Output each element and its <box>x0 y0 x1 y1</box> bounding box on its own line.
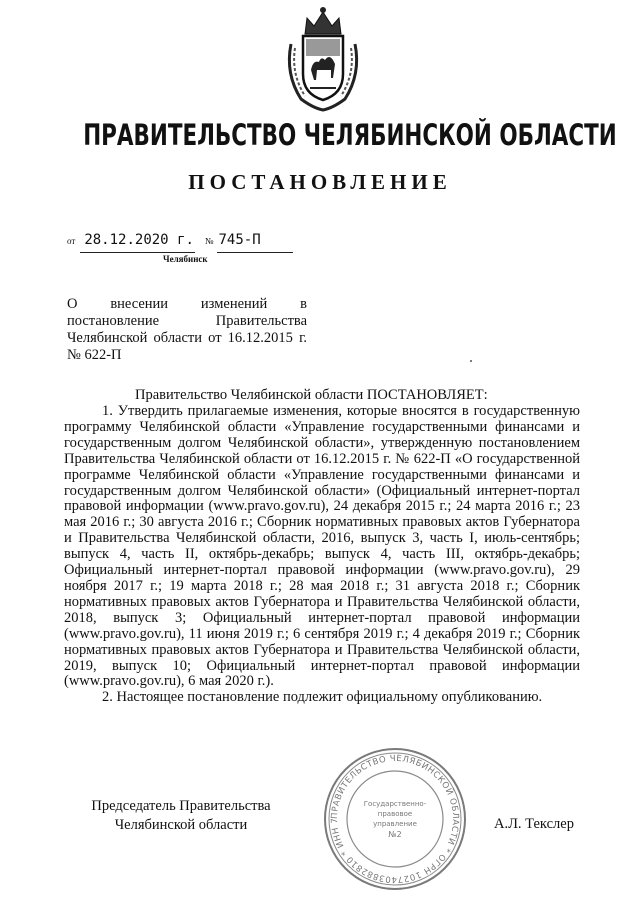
signer-role: Председатель Правительства Челябинской области <box>91 798 271 833</box>
city-label: Челябинск <box>163 254 208 264</box>
from-label: от <box>67 236 76 246</box>
date-number-line <box>67 232 261 248</box>
paragraph-1: 1. Утвердить прилагаемые изменения, которые вносятся в государственную программу Челябинской области «Управление государственными финансами и государственным долгом Челябинской области», утвержденную постановлением Правительства Челябинской области от 16.12.2015 г. № 622-П «О государственной программе Челябинской области «Управление государственными финансами и государственным долгом Челябинской области» (Официальный интернет-портал правовой информации (www.pravo.gov.ru), 24 декабря 2015 г.; 24 марта 2016 г.; 23 мая 2016 г.; 30 августа 2016 г.; Сборник нормативных правовых актов Губернатора и Правительства Челябинской области, 2016, выпуск 3, часть I, июль-сентябрь; выпуск 4, часть II, октябрь-декабрь; выпуск 4, часть III, октябрь-декабрь; Официальный интернет-портал правовой информации (www.pravo.gov.ru), 29 ноября 2017 г.; 19 марта 2018 г.; 28 мая 2018 г.; 31 августа 2018 г.; Сборник нормативных правовых актов Губернатора и Правительства Челябинской области, 2018, выпуск 3; Официальный интернет-портал правовой информации (www.pravo.gov.ru), 11 июня 2019 г.; 6 сентября 2019 г.; 4 декабря 2019 г.; Сборник нормативных правовых актов Губернатора и Правительства Челябинской области, 2019, выпуск 10; Официальный интернет-портал правовой информации (www.pravo.gov.ru), 6 мая 2020 г.). <box>64 403 580 690</box>
svg-text:управление: управление <box>373 820 417 828</box>
date-underline <box>80 252 195 253</box>
government-title: ПРАВИТЕЛЬСТВО ЧЕЛЯБИНСКОЙ ОБЛАСТИ <box>83 118 617 152</box>
seal-outer-text: ПРАВИТЕЛЬСТВО ЧЕЛЯБИНСКОЙ ОБЛАСТИ * ОГРН 1027403882810 * ИНН 7 <box>329 753 461 885</box>
number-label: № <box>204 236 214 246</box>
preamble: Правительство Челябинской области ПОСТАНОВЛЯЕТ: <box>135 387 488 403</box>
scan-speck <box>470 360 472 362</box>
official-seal-stamp <box>320 744 470 894</box>
number-underline <box>217 252 293 253</box>
document-type-heading: ПОСТАНОВЛЕНИЕ <box>188 170 452 194</box>
document-subject: О внесении изменений в постановление Правительства Челябинской области от 16.12.2015 г. № 622-П <box>67 296 307 363</box>
signer-name: А.Л. Текслер <box>494 816 574 832</box>
svg-text:Государственно-: Государственно- <box>363 800 427 808</box>
document-date: 28.12.2020 г. <box>84 232 194 248</box>
paragraph-2: 2. Настоящее постановление подлежит официальному опубликованию. <box>102 689 543 706</box>
document-number: 745-П <box>218 232 261 248</box>
document-body <box>64 404 580 706</box>
svg-text:№2: №2 <box>388 830 402 839</box>
svg-text:правовое: правовое <box>377 810 413 818</box>
coat-of-arms-emblem <box>283 4 363 112</box>
